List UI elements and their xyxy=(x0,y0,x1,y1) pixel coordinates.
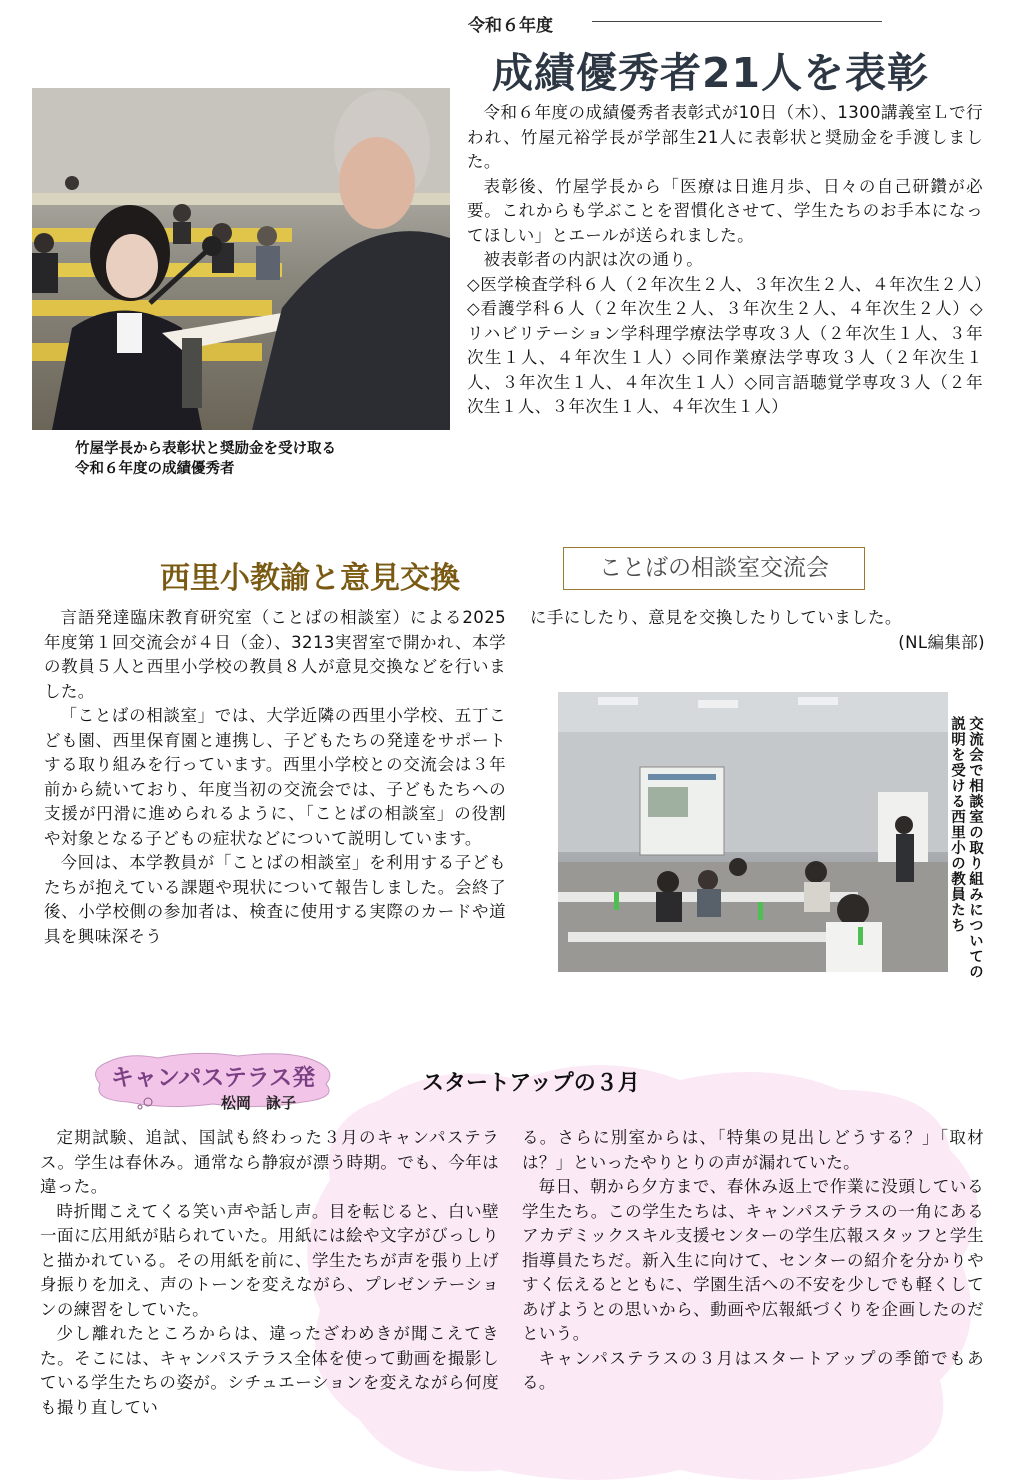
body-paragraph: 言語発達臨床教育研究室（ことばの相談室）による2025年度第１回交流会が４日（金）、3213実習室で開かれ、本学の教員５人と西里小学校の教員８人が意見交換などを行いました。 xyxy=(44,608,506,701)
meeting-room-illustration xyxy=(558,692,948,972)
body-paragraph: 少し離れたところからは、違ったざわめきが聞こえてきた。そこには、キャンパステラス全体を使って動画を撮影している学生たちの姿が。シチュエーションを変えながら何度も撮り直してい xyxy=(40,1324,499,1417)
body-paragraph: 定期試験、追試、国試も終わった３月のキャンパステラス。学生は春休み。通常なら静寂が漂う時期。でも、今年は違った。 xyxy=(40,1128,499,1196)
byline-credit: (NL編集部) xyxy=(898,632,985,652)
award-ceremony-photo xyxy=(32,88,450,430)
body-paragraph: 令和６年度の成績優秀者表彰式が10日（木）、1300講義室Ｌで行われ、竹屋元裕学長が学部生21人に表彰状と奨励金を手渡しました。 xyxy=(467,103,983,171)
body-paragraph: る。さらに別室からは、「特集の見出しどうする？」「取材は？」といったやりとりの声が漏れていた。 xyxy=(522,1128,984,1172)
article-body xyxy=(467,101,983,420)
column-heading: スタートアップの３月 xyxy=(422,1071,640,1096)
body-paragraph: 被表彰者の内訳は次の通り。 xyxy=(483,250,704,269)
exchange-meeting-photo xyxy=(558,692,948,972)
photo-caption: 交流会で相談室の取り組みについての説明を受ける西里小の教員たち xyxy=(949,716,983,980)
photo-caption xyxy=(75,439,336,479)
body-paragraph: 毎日、朝から夕方まで、春休み返上で作業に没頭している学生たち。この学生たちは、キャンパステラスの一角にあるアカデミックスキル支援センターの学生広報スタッフと学生指導員たちだ。新入生に向けて、センターの紹介を分かりやすく伝えるとともに、学園生活への不安を少しでも軽くしてあげようとの思いから、動画や広報紙づくりを企画したのだという。 xyxy=(522,1177,984,1343)
caption-line: 竹屋学長から表彰状と奨励金を受け取る xyxy=(75,441,336,457)
article-body-right xyxy=(530,606,985,655)
article-title: 成績優秀者21人を表彰 xyxy=(492,49,930,97)
body-paragraph: 今回は、本学教員が「ことばの相談室」を利用する子どもたちが抱えている課題や現状について報告しました。会終了後、小学校側の参加者は、検査に使用する実際のカードや道具を興味深そう xyxy=(44,853,506,946)
article-title: 西里小教諭と意見交換 xyxy=(160,561,460,596)
author-name: 松岡 詠子 xyxy=(221,1094,297,1112)
article-kicker: 令和６年度 xyxy=(468,16,553,36)
kicker-rule xyxy=(592,21,882,22)
body-paragraph: ◇医学検査学科６人（２年次生２人、３年次生２人、４年次生２人）◇看護学科６人（２年次生２人、３年次生２人、４年次生２人）◇リハビリテーション学科理学療法学専攻３人（２年次生１人、３年次生１人、４年次生１人）◇同作業療法学専攻３人（２年次生１人、３年次生１人、４年次生１人）◇同言語聴覚学専攻３人（２年次生１人、３年次生１人、４年次生１人） xyxy=(467,274,983,416)
body-paragraph: に手にしたり、意見を交換したりしていました。 xyxy=(530,608,902,627)
body-paragraph: 「ことばの相談室」では、大学近隣の西里小学校、五丁こども園、西里保育園と連携し、子どもたちの発達をサポートする取り組みを行っています。西里小学校との交流会は３年前から続いており、年度当初の交流会では、子どもたちへの支援が円滑に進められるように、「ことばの相談室」の役割や対象となる子どもの症状などについて説明しています。 xyxy=(44,706,506,848)
award-ceremony-illustration xyxy=(32,88,450,430)
section-tag: ことばの相談室交流会 xyxy=(563,547,865,590)
column-body-left xyxy=(40,1126,499,1420)
body-paragraph: キャンパステラスの３月はスタートアップの季節でもある。 xyxy=(522,1348,984,1392)
caption-line: 令和６年度の成績優秀者 xyxy=(75,461,235,477)
body-paragraph: 時折聞こえてくる笑い声や話し声。目を転じると、白い壁一面に広用紙が貼られていた。用紙には絵や文字がびっしりと描かれている。その用紙を前に、学生たちが声を張り上げ身振りを加え、声のトーンを変えながら、プレゼンテーションの練習をしていた。 xyxy=(40,1201,499,1319)
article-body-left xyxy=(44,606,506,949)
body-paragraph: 表彰後、竹屋学長から「医療は日進月歩、日々の自己研鑽が必要。これからも学ぶことを習慣化させて、学生たちのお手本になってほしい」とエールが送られました。 xyxy=(467,176,983,245)
column-badge: キャンパステラス発 xyxy=(110,1065,316,1091)
column-body-right xyxy=(522,1126,984,1396)
